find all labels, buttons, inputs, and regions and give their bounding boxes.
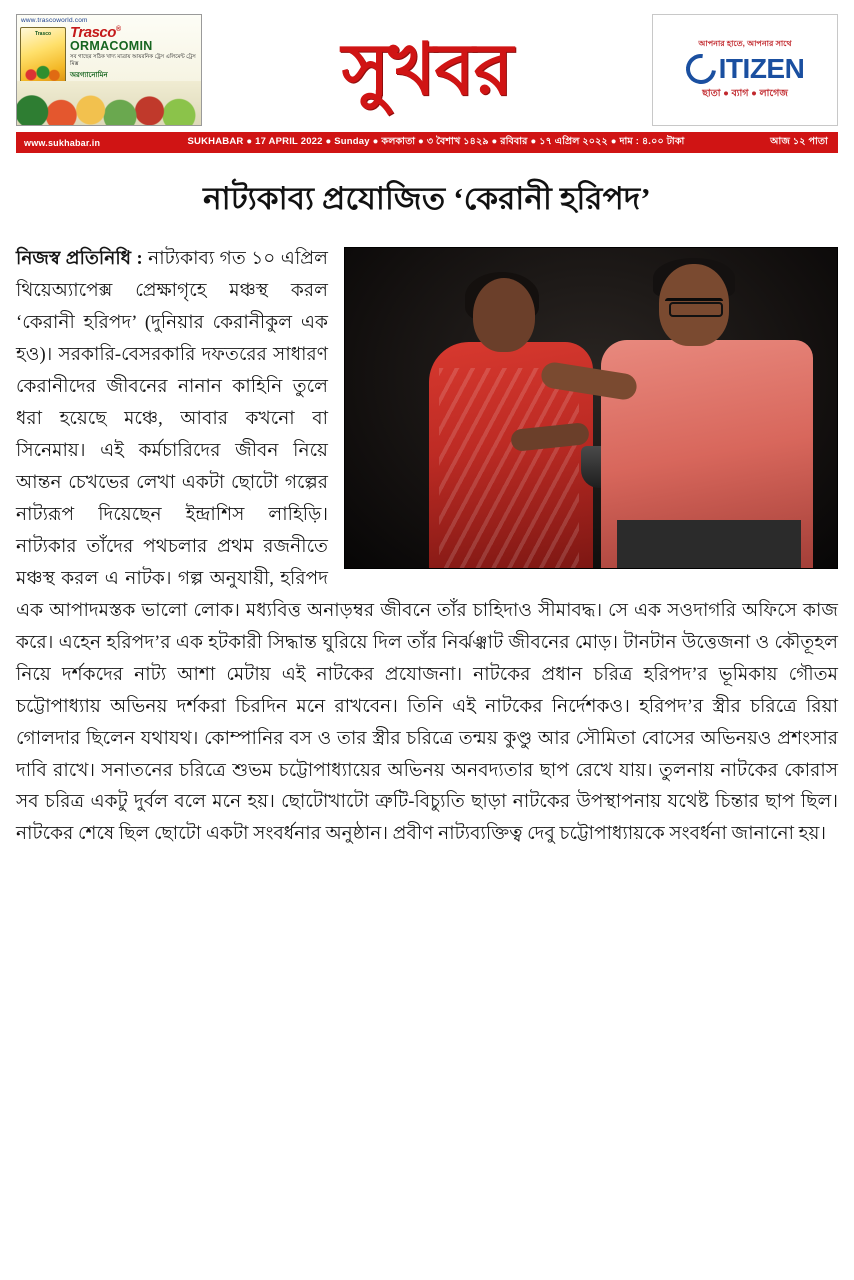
article-byline: নিজস্ব প্রতিনিধি : (16, 248, 143, 269)
ad-left-product: ORMACOMIN (70, 39, 153, 53)
actor-glasses-icon (665, 298, 723, 313)
citizen-logo (686, 54, 805, 84)
product-pack-icon (20, 27, 66, 85)
pack-brand-label: Trasco (34, 31, 52, 37)
ad-left-tagline: সব গাছের সঠিক খাদ্য মাত্রায় আয়রনিক ট্রেস এলিমেন্ট ট্রেস মিক্স (70, 54, 196, 67)
info-bar (16, 132, 838, 153)
ad-left-text (66, 25, 198, 85)
article-paragraph-1: নাট্যকাব্য গত ১০ এপ্রিল থিয়েঅ্যাপেক্স প্রেক্ষাগৃহে মঞ্চস্থ করল ‘কেরানী হরিপদ’ (দুনিয়ার কেরানীকুল এক হও)। সরকারি-বেসরকারি দফতরের সাধারণ কেরানীদের জীবনের (16, 248, 328, 397)
ad-left-brand (70, 25, 198, 40)
page-title: সুখবর (341, 30, 513, 110)
ad-left-body (17, 24, 201, 85)
article-headline: নাট্যকাব্য প্রযোজিত ‘কেরানী হরিপদ’ (203, 181, 651, 216)
ad-right-brand: ITIZEN (718, 53, 805, 84)
advertisement-left-trasco[interactable] (16, 14, 202, 126)
ad-left-url: www.trascoworld.com (21, 17, 88, 24)
actress-sari-pattern (439, 368, 579, 568)
ad-right-bottom-line: ছাতা ● ব্যাগ ● লাগেজ (702, 88, 788, 99)
actor-trouser (617, 520, 801, 568)
website-url[interactable]: www.sukhabar.in (24, 137, 101, 148)
title-container (210, 14, 644, 126)
pack-vegetable-art (23, 58, 63, 82)
ad-left-bangla-name: অরগ্যানোমিন (70, 71, 108, 79)
ad-right-top-line: আপনার হাতে, আপনার সাথে (698, 39, 792, 48)
issue-details: SUKHABAR ● 17 APRIL 2022 ● Sunday ● কলকাতা ● ৩ বৈশাখ ১৪২৯ ● রবিবার ● ১৭ এপ্রিল ২০২২ ● দাম : ৪.০০ টাকা (187, 136, 685, 147)
masthead (16, 14, 838, 126)
photo-actress-figure (415, 276, 605, 568)
brand-name-text: Trasco (70, 24, 116, 41)
actress-head (473, 278, 535, 352)
advertisement-right-citizen[interactable] (652, 14, 838, 126)
article-body (16, 243, 838, 850)
article-paragraph-2: নানান কাহিনি তুলে ধরা হয়েছে মঞ্চে, আবার কখনো বা সিনেমায়। এই কর্মচারিদের জীবন নিয়ে আন্তন চেখভের লেখা একটা ছোটো গল্পের নাট্যরূপ দিয়েছেন ইন্দ্রাশিস লাহিড়ি। নাট্যকার তাঁদের পথচলার প্রথম রজনীতে মঞ্চস্থ করল এ নাটক। গল্প অনুযায়ী, হরিপদ এক আপাদমস্তক ভালো লোক। মধ্যবিত্ত অনাড়ম্বর জীবনে তাঁর চাহিদাও সীমাবদ্ধ। সে এক সওদাগরি অফিসে কাজ করে। এহেন হরিপদ’র এক হটকারী সিদ্ধান্ত ঘুরিয়ে দিল তাঁর নির্ঝঞ্ঝাট জীবনের মোড়। টানটান উত্তেজনা ও কৌতূহল নিয়ে দর্শকদের নাট্য আশা মেটায় এই নাটকের প্রযোজনা। নাটকের প্রধান চরিত্র হরিপদ’র ভূমিকায় গৌতম চট্টোপাধ্যায় অভিনয় দর্শকরা চিরদিন মনে রাখবেন। তিনি এই নাটকের নির্দেশকও। হরিপদ’র স্ত্রীর চরিত্রে রিয়া গোলদার ছিলেন যথাযথ। কোম্পানির বস ও তার স্ত্রীর চরিত্রে তন্ময় কুণ্ডু আর সৌমিতা বোসের অভিনয়ও প্রশংসার দাবি রাখে। সনাতনের চরিত্রে শুভম চট্টোপাধ্যায়ের অভিনয় অনবদ্যতার ছাপ রেখে যায়। তুলনায় নাটকের কোরাস সব চরিত্র একটু দুর্বল বলে মনে হয়। ছোটোখাটো ত্রুটি-বিচ্যুতি ছাড়া নাটকের উপস্থাপনায় যথেষ্ট চিন্তার ছাপ ছিল। নাটকের শেষে ছিল ছোটো একটা সংবর্ধনার অনুষ্ঠান। প্রবীণ নাট্যব্যক্তিত্ব দেবু চট্টোপাধ্যায়কে সংবর্ধনা জানানো হয়। (16, 375, 838, 845)
registered-mark-icon: ® (115, 26, 121, 33)
article-photo (344, 247, 838, 569)
page-count-badge: আজ ১২ পাতা (770, 136, 828, 147)
ad-left-vegetable-strip (17, 81, 201, 125)
citizen-c-icon (680, 48, 722, 90)
photo-actor-figure (595, 258, 825, 568)
